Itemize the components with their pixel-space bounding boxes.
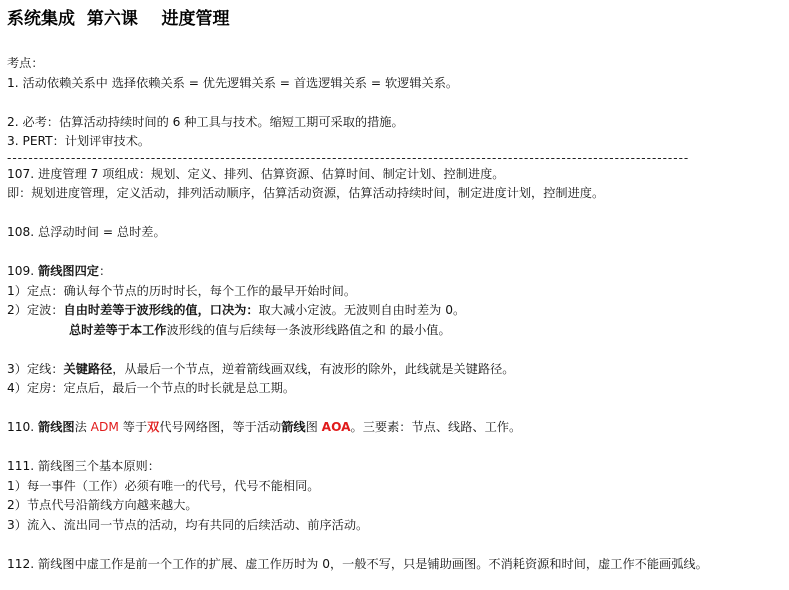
total-float-rest: 波形线的值与后续每一条波形线路值之和 的最小值。 (166, 322, 451, 337)
item-111-rule-1: 1）每一事件（工作）必须有唯一的代号，代号不能相同。 (7, 478, 320, 493)
point-3-rest: ，从最后一个节点，逆着箭线画双线，有波形的除外，此线就是关键路径。 (112, 361, 515, 376)
document (7, 0, 787, 574)
item-110-number: 110. (7, 420, 39, 434)
item-109-heading (7, 262, 787, 282)
item-109-point-1: 1）定点：确认每个节点的历时时长，每个工作的最早开始时间。 (7, 283, 357, 298)
item-110 (7, 418, 787, 438)
item-107-line-2: 即：规划进度管理，定义活动，排列活动顺序，估算活动资源，估算活动持续时间，制定进度计划，控制进度。 (7, 186, 605, 200)
exam-point-3: 3. PERT：计划评审技术。 (7, 134, 151, 148)
item-110-text-3: 代号网络图，等于活动 (159, 420, 282, 434)
exam-point-1: 1. 活动依赖关系中 选择依赖关系 = 优先逻辑关系 = 首选逻辑关系 = 软逻辑关系。 (7, 75, 459, 90)
exam-point-2: 2. 必考：估算活动持续时间的 6 种工具与技术。缩短工期可采取的措施。 (7, 114, 404, 129)
item-108: 108. 总浮动时间 = 总时差。 (7, 225, 166, 239)
item-109-point-4: 4）定房：定点后，最后一个节点的时长就是总工期。 (7, 381, 296, 395)
point-2-bold: 自由时差等于波形线的值，口决为： (63, 303, 259, 317)
item-112: 112. 箭线图中虚工作是前一个工作的扩展、虚工作历时为 0，一般不写，只是铺助画图。不消耗资源和时间，虚工作不能画弧线。 (7, 556, 708, 571)
point-3-label: 3）定线： (7, 361, 64, 376)
item-110-adm: ADM (90, 420, 119, 434)
item-110-arrow-diagram: 箭线图 (38, 420, 75, 434)
item-109-point-3 (7, 360, 787, 380)
item-109-colon: ： (98, 264, 112, 278)
item-109-point-2-cont (7, 321, 787, 341)
item-109-number: 109. (7, 264, 39, 278)
point-2-label: 2）定波： (7, 303, 64, 317)
item-110-text-2: 等于 (118, 420, 148, 434)
exam-points-heading: 考点： (7, 56, 44, 70)
item-111-rule-3: 3）流入、流出同一节点的活动，均有共同的后续活动、前序活动。 (7, 517, 369, 532)
item-110-text-5: 。三要素：节点、线路、工作。 (350, 420, 522, 434)
item-111-heading: 111. 箭线图三个基本原则： (7, 459, 160, 473)
item-109-point-2 (7, 301, 787, 321)
total-float-bold: 总时差等于本工作 (69, 322, 167, 337)
item-107-line-1: 107. 进度管理 7 项组成：规划、定义、排列、估算资源、估算时间、制定计划、控制进度。 (7, 166, 505, 181)
document-title: 系统集成 第六课 进度管理 (7, 9, 230, 29)
item-110-aoa: AOA (321, 420, 351, 434)
item-110-text-4: 图 (305, 420, 322, 434)
item-110-text-1: 法 (74, 420, 91, 434)
item-111-rule-2: 2）节点代号沿箭线方向越来越大。 (7, 498, 198, 512)
critical-path-bold: 关键路径 (63, 361, 113, 376)
item-109-title: 箭线图四定 (38, 264, 99, 278)
divider-line: -------------------------------------------------------------------------------------------------------------------------------- (7, 150, 690, 165)
item-110-double: 双 (147, 420, 160, 434)
item-110-arrow: 箭线 (281, 420, 306, 434)
point-2-rest: 取大减小定波。无波则自由时差为 0。 (258, 303, 466, 317)
